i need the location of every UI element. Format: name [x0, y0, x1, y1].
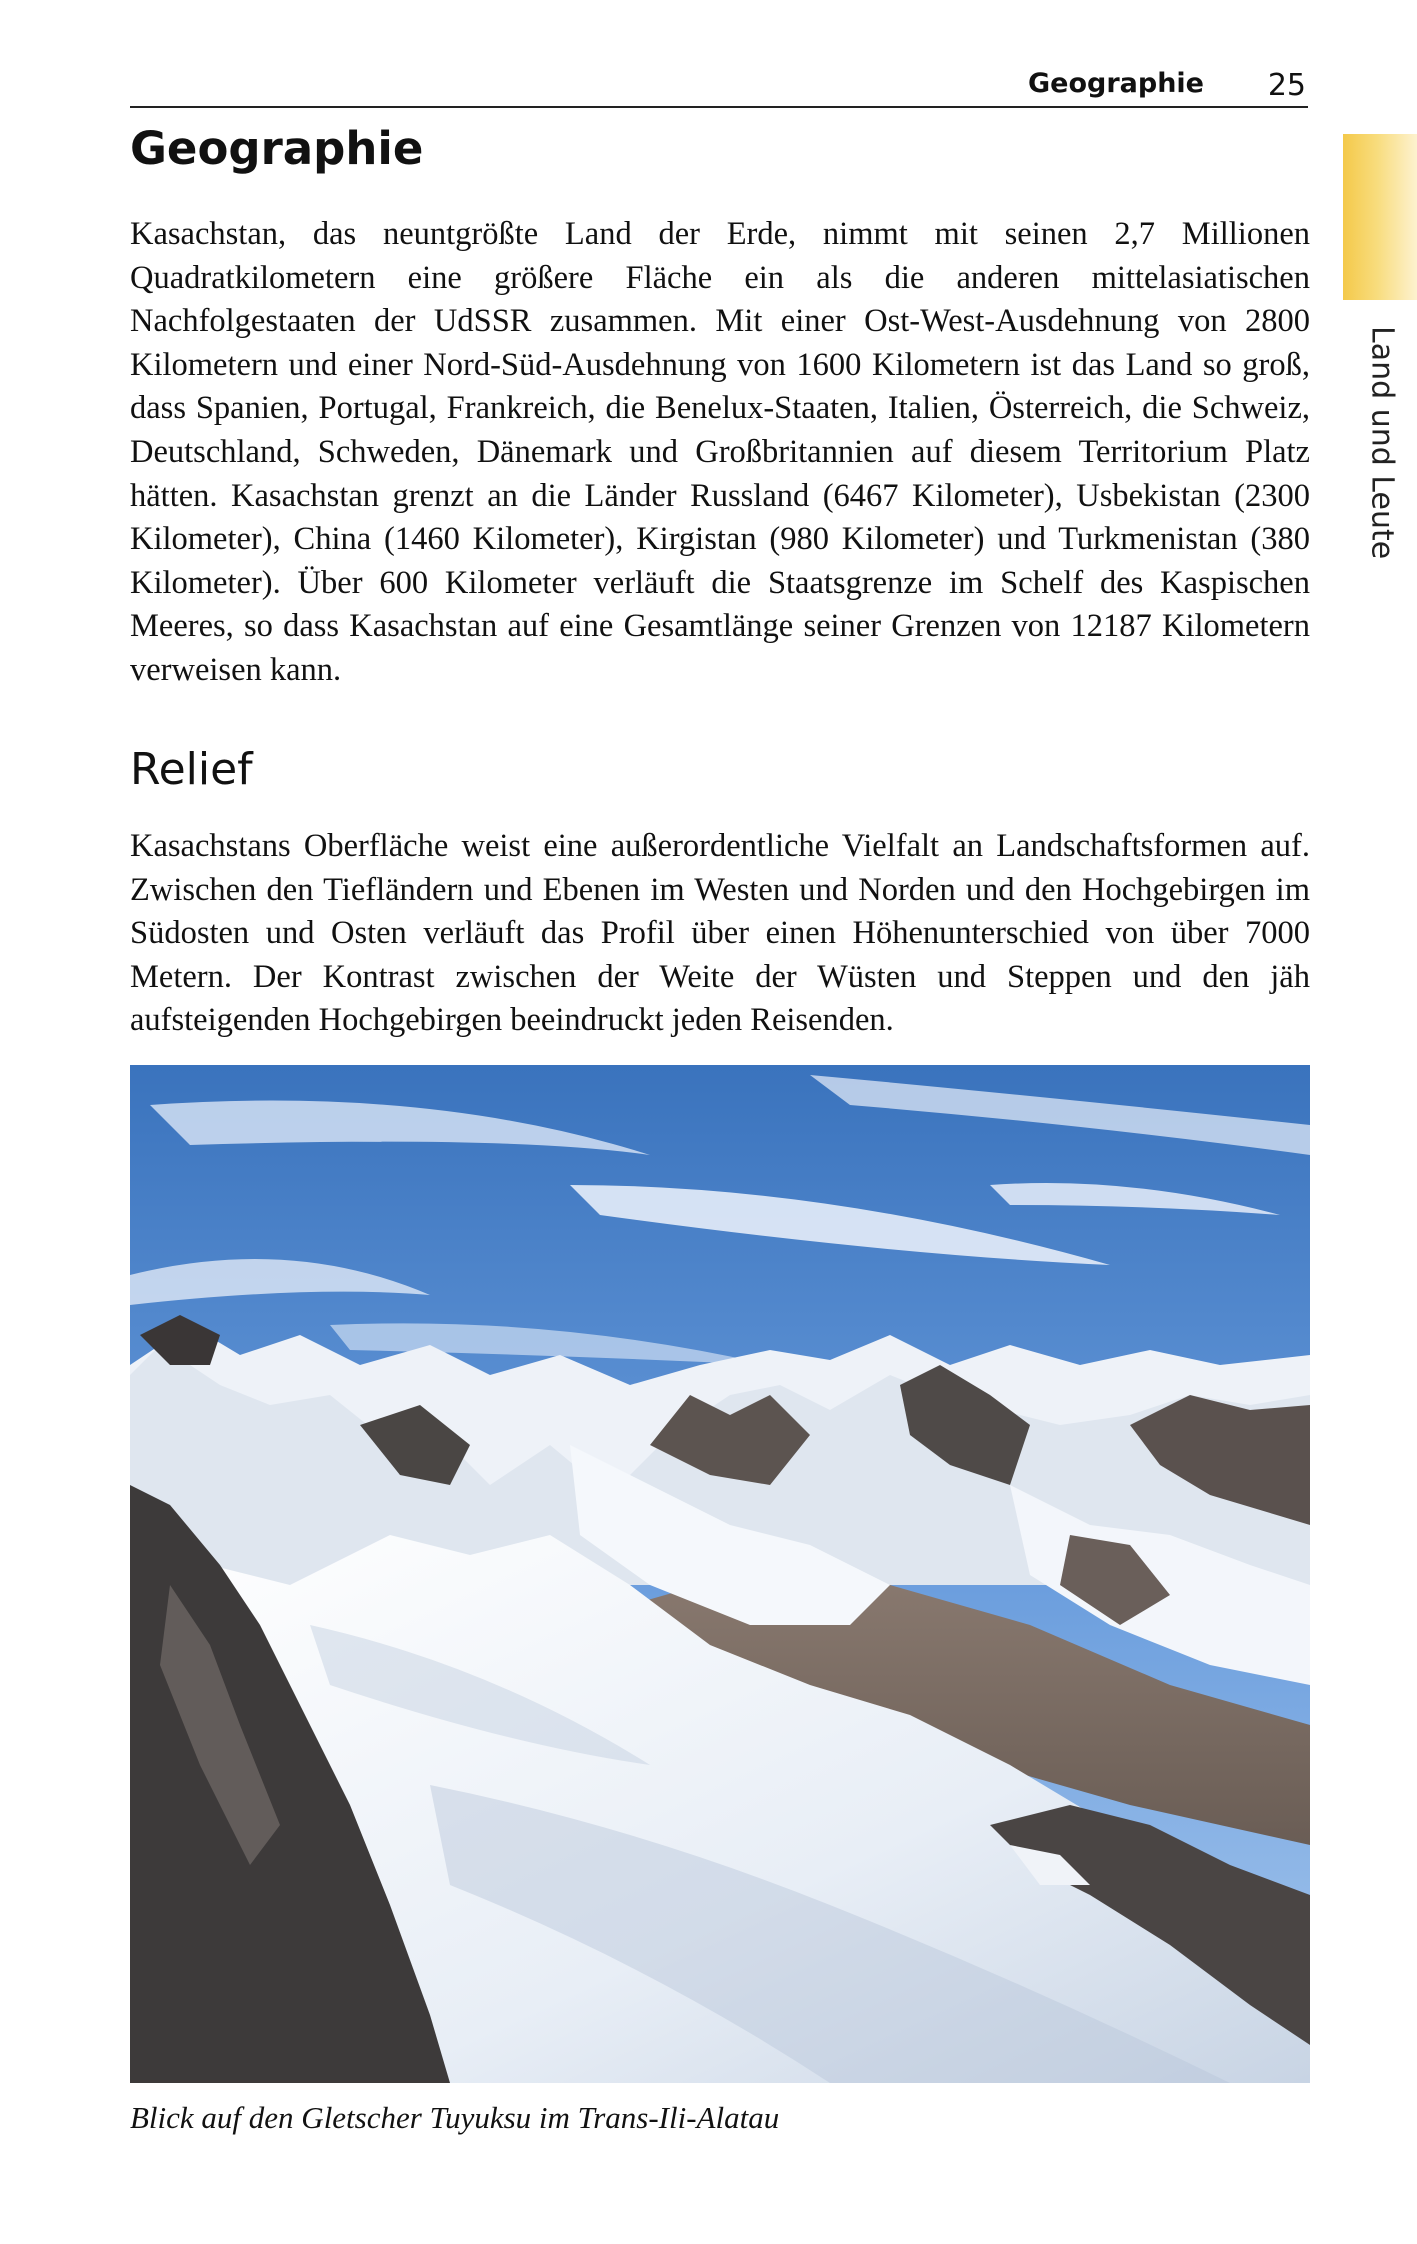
page-number: 25	[1267, 68, 1306, 103]
chapter-side-label	[1355, 325, 1409, 560]
running-head-section: Geographie	[1027, 68, 1204, 99]
mountain-photo	[130, 1065, 1310, 2083]
relief-paragraph: Kasachstans Oberfläche weist eine außerordentliche Vielfalt an Landschaftsformen auf. Zwischen den Tiefländern und Ebenen im Westen und Norden und den Hochgebirgen im Südosten und Osten verläuft das Profil über einen Höhenunterschied von über 7000 Metern. Der Kontrast zwischen der Weite der Wüsten und Steppen und den jäh aufsteigenden Hochgebirgen beeindruckt jeden Reisenden.	[130, 828, 1310, 1039]
chapter-thumb-tab	[1343, 134, 1417, 300]
running-head	[130, 66, 1308, 108]
subsection-heading: Relief	[130, 744, 253, 795]
section-heading: Geographie	[130, 122, 424, 175]
chapter-side-label-text: Land und Leute	[1364, 325, 1400, 560]
intro-paragraph: Kasachstan, das neuntgrößte Land der Erde, nimmt mit seinen 2,7 Millionen Quadratkilometern eine größere Fläche ein als die anderen mittelasiatischen Nachfolgestaaten der UdSSR zusammen. Mit einer Ost-West-Ausdehnung von 2800 Kilometern und einer Nord-Süd-Ausdehnung von 1600 Kilometern ist das Land so groß, dass Spanien, Portugal, Frankreich, die Benelux-Staaten, Italien, Österreich, die Schweiz, Deutschland, Schweden, Dänemark und Großbritannien auf diesem Territorium Platz hätten. Kasachstan grenzt an die Länder Russland (6467 Kilometer), Usbekistan (2300 Kilometer), China (1460 Kilometer), Kirgistan (980 Kilometer) und Turkmenistan (380 Kilometer). Über 600 Kilometer verläuft die Staatsgrenze im Schelf des Kaspischen Meeres, so dass Kasachstan auf eine Gesamtlänge seiner Grenzen von 12187 Kilometern verweisen kann.	[130, 216, 1310, 688]
photo-caption: Blick auf den Gletscher Tuyuksu im Trans-Ili-Alatau	[130, 2100, 780, 2135]
